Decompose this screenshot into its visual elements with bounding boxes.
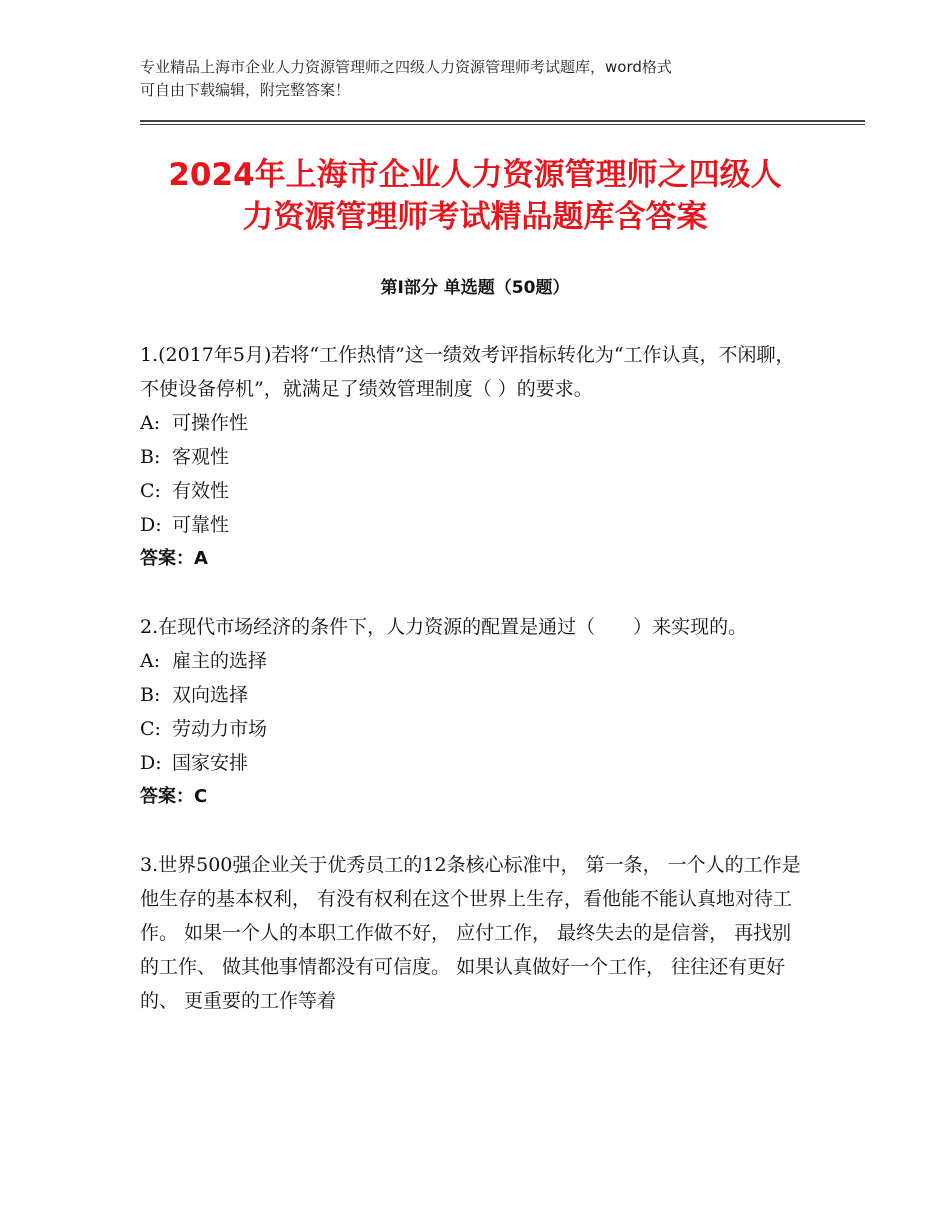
option-d — [140, 746, 805, 780]
question-1 — [140, 338, 805, 576]
option-text: 可操作性 — [172, 412, 249, 434]
document-title-line2: 力资源管理师考试精品题库含答案 — [242, 199, 708, 235]
question-list — [140, 338, 805, 1052]
option-text: 客观性 — [172, 446, 230, 468]
question-2 — [140, 610, 805, 814]
option-d — [140, 508, 805, 542]
option-key: B: — [140, 446, 161, 468]
option-b — [140, 678, 805, 712]
option-key: D: — [140, 514, 162, 536]
option-b — [140, 440, 805, 474]
option-text: 国家安排 — [172, 752, 249, 774]
option-text: 雇主的选择 — [172, 650, 268, 672]
option-key: A: — [140, 650, 161, 672]
answer: 答案：C — [140, 786, 208, 807]
option-a — [140, 406, 805, 440]
option-text: 双向选择 — [172, 684, 249, 706]
header-note-line1: 专业精品上海市企业人力资源管理师之四级人力资源管理师考试题库，word格式 — [140, 58, 672, 76]
header-note — [140, 56, 840, 102]
question-stem: 3.世界500强企业关于优秀员工的12条核心标准中， 第一条， 一个人的工作是他生存的基本权利， 有没有权利在这个世界上生存，看他能不能认真地对待工作。 如果一个人的本职工作做不好， 应付工作， 最终失去的是信誉， 再找别的工作、 做其他事情都没有可信度。 如果认真做好一个工作， 往往还有更好的、 更重要的工作等着 — [140, 854, 801, 1012]
option-key: C: — [140, 718, 161, 740]
answer: 答案：A — [140, 548, 208, 569]
option-text: 可靠性 — [172, 514, 230, 536]
option-key: B: — [140, 684, 161, 706]
option-text: 有效性 — [172, 480, 230, 502]
header-note-line2: 可自由下载编辑，附完整答案！ — [140, 81, 351, 99]
document-title-line1: 2024年上海市企业人力资源管理师之四级人 — [168, 157, 782, 193]
option-c — [140, 474, 805, 508]
document-title — [110, 154, 840, 238]
option-key: C: — [140, 480, 161, 502]
option-text: 劳动力市场 — [172, 718, 268, 740]
question-3 — [140, 848, 805, 1018]
question-stem: 1.(2017年5月)若将“工作热情”这一绩效考评指标转化为“工作认真，不闲聊，不使设备停机”，就满足了绩效管理制度（ ）的要求。 — [140, 344, 795, 400]
option-key: D: — [140, 752, 162, 774]
header-divider — [140, 120, 865, 125]
section-heading: 第Ⅰ部分 单选题（50题） — [380, 278, 570, 298]
option-c — [140, 712, 805, 746]
option-a — [140, 644, 805, 678]
question-stem: 2.在现代市场经济的条件下，人力资源的配置是通过（ ）来实现的。 — [140, 616, 748, 638]
option-key: A: — [140, 412, 161, 434]
